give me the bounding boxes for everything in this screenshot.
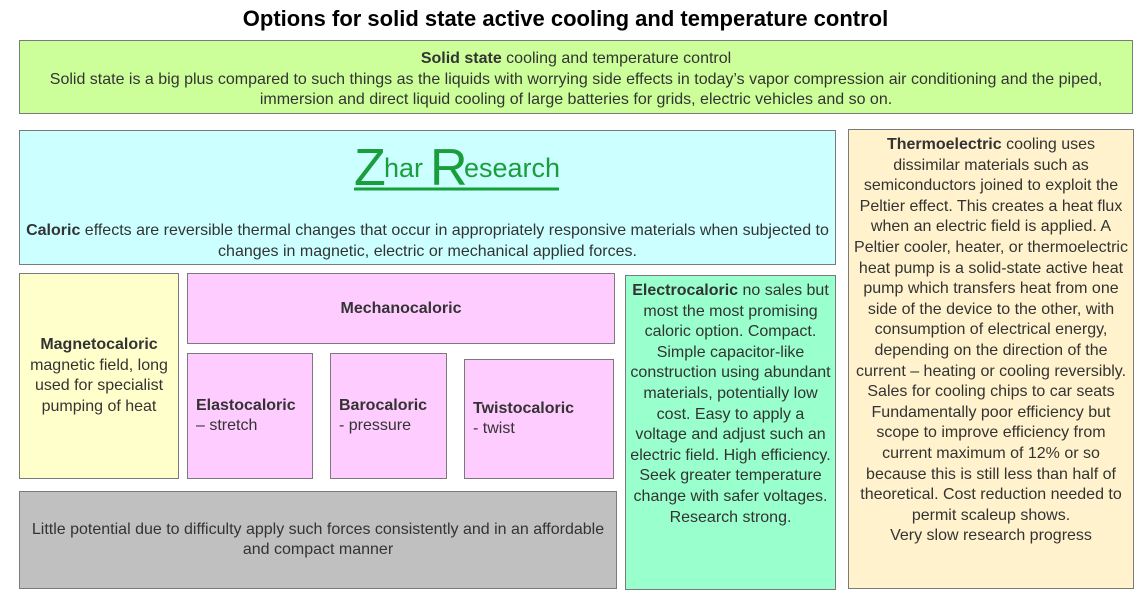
solid-state-heading bbox=[20, 49, 1132, 70]
twistocaloric-rest: - twist bbox=[473, 420, 515, 437]
mechanocaloric-box bbox=[187, 273, 615, 344]
logo-letter-r: R bbox=[430, 139, 468, 192]
twistocaloric-box bbox=[464, 359, 614, 479]
twistocaloric-bold: Twistocaloric bbox=[473, 399, 575, 417]
elastocaloric-bold: Elastocaloric bbox=[196, 396, 296, 414]
elastocaloric-box bbox=[187, 353, 313, 479]
logo-text-esearch: esearch bbox=[464, 153, 561, 183]
zharresearch-logo bbox=[354, 137, 564, 192]
barocaloric-box bbox=[330, 353, 447, 479]
caloric-rest: effects are reversible thermal changes that occur in appropriately responsive materials when subjected to changes in magnetic, electric or mechanical applied forces. bbox=[80, 222, 829, 260]
solid-state-heading-bold: Solid state bbox=[420, 50, 502, 67]
logo-letter-z: Z bbox=[354, 139, 386, 192]
thermoelectric-description bbox=[853, 135, 1129, 403]
caloric-box bbox=[19, 130, 836, 265]
caloric-bold: Caloric bbox=[26, 222, 81, 239]
magnetocaloric-box bbox=[19, 273, 179, 479]
page-title: Options for solid state active cooling and temperature control bbox=[242, 6, 889, 31]
thermoelectric-progress: Very slow research progress bbox=[890, 527, 1092, 545]
little-potential-text: Little potential due to difficulty apply such forces consistently and in an affordable and compact manner bbox=[31, 520, 605, 558]
thermoelectric-bold: Thermoelectric bbox=[886, 136, 1002, 153]
electrocaloric-description bbox=[626, 276, 835, 528]
caloric-description bbox=[20, 221, 835, 262]
thermoelectric-rest: cooling uses dissimilar materials such as semiconductors joined to exploit the Peltier effect. This creates a heat flux when an electric field is applied. A Peltier cooler, heater, or thermoelectric heat pump is a solid-state active heat pump which transfers heat from one side of the device to the other, with consumption of electrical energy, depending on the direction of the current – heating or cooling reversibly. Sales for cooling chips to car seats bbox=[854, 136, 1128, 401]
logo-text-har: har bbox=[384, 153, 424, 183]
solid-state-body: Solid state is a big plus compared to such things as the liquids with worrying side effects in today’s vapor compression air conditioning and the piped, immersion and direct liquid cooling of large batteries for grids, electric vehicles and so on. bbox=[49, 70, 1103, 108]
electrocaloric-rest: no sales but most the most promising caloric option. Compact. Simple capacitor-like construction using abundant materials, potentially low cost. Easy to apply a voltage and adjust such an electric field. High efficiency. Seek greater temperature change with safer voltages. Research strong. bbox=[630, 282, 831, 526]
solid-state-box bbox=[19, 40, 1133, 114]
mechanocaloric-label: Mechanocaloric bbox=[340, 299, 462, 317]
little-potential-box bbox=[19, 491, 617, 589]
thermoelectric-box bbox=[848, 129, 1134, 589]
magnetocaloric-bold: Magnetocaloric bbox=[40, 336, 158, 353]
thermoelectric-efficiency: Fundamentally poor efficiency but scope to improve efficiency from current maximum of 12% or so because this is still less than half of theoretical. Cost reduction needed to permit scaleup shows. bbox=[860, 403, 1122, 524]
barocaloric-rest: - pressure bbox=[339, 417, 412, 434]
electrocaloric-bold: Electrocaloric bbox=[632, 282, 739, 299]
elastocaloric-rest: – stretch bbox=[196, 417, 258, 434]
magnetocaloric-rest: magnetic field, long used for specialist pumping of heat bbox=[30, 356, 168, 415]
electrocaloric-box bbox=[625, 275, 836, 590]
solid-state-heading-rest: cooling and temperature control bbox=[501, 50, 732, 67]
barocaloric-bold: Barocaloric bbox=[339, 396, 428, 414]
